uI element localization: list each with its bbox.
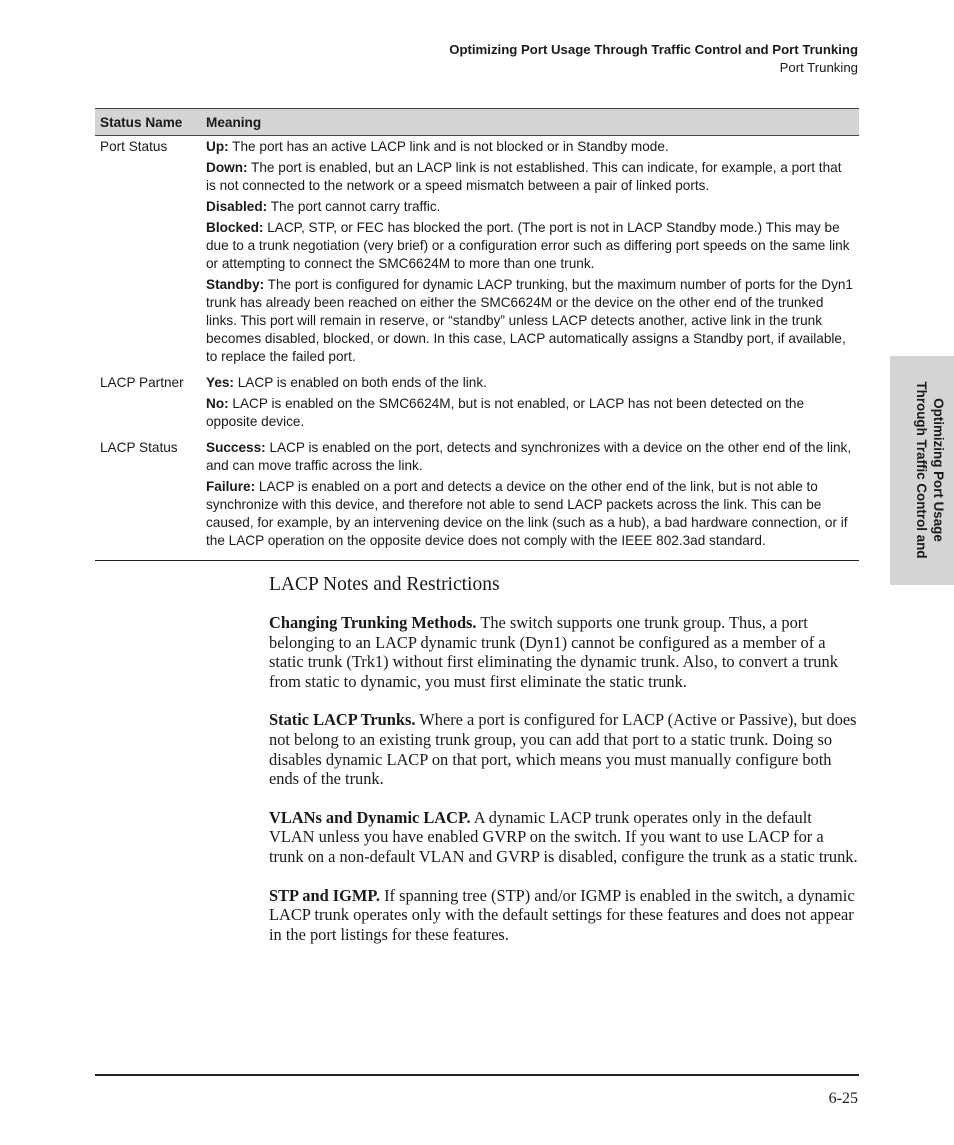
chapter-thumb-tab	[890, 356, 954, 585]
meaning-term: No:	[206, 396, 229, 411]
note-lead: Changing Trunking Methods.	[269, 613, 477, 632]
status-name-cell: LACP Partner	[100, 375, 184, 390]
table-row-lacp-partner	[95, 372, 859, 437]
note-lead: VLANs and Dynamic LACP.	[269, 807, 471, 827]
meaning-cell	[201, 136, 859, 373]
note-paragraph	[269, 886, 859, 945]
meaning-cell	[201, 437, 859, 561]
table-row-lacp-status	[95, 437, 859, 561]
status-name-cell: Port Status	[100, 139, 168, 154]
note-lead: STP and IGMP.	[269, 885, 380, 905]
meaning-term: Blocked:	[206, 220, 264, 235]
meaning-cell	[201, 372, 859, 437]
note-text: A dynamic LACP trunk operates only in the default VLAN unless you have enabled GVRP on the switch. If you want to use LACP for a trunk on a non-default VLAN and GVRP is disabled, configure the trunk as a static trunk.	[269, 807, 858, 866]
running-header	[449, 41, 858, 77]
note-paragraph	[269, 613, 859, 691]
status-name-cell: LACP Status	[95, 437, 201, 561]
page-number: 6-25	[828, 1090, 858, 1107]
chapter-tab-label: Optimizing Port Usage Through Traffic Control and	[914, 381, 946, 559]
meaning-term: Disabled:	[206, 199, 268, 214]
section-title: Port Trunking	[779, 60, 858, 75]
meaning-term: Up:	[206, 139, 229, 154]
column-header-status-name: Status Name	[95, 109, 201, 136]
meaning-entry	[206, 439, 854, 475]
meaning-entry	[206, 198, 854, 216]
note-text: Where a port is configured for LACP (Active or Passive), but does not belong to an existing trunk group, you can add that port to a static trunk. Doing so disables dynamic LACP on that port, which means you must manually configure both ends of the trunk.	[269, 710, 857, 789]
meaning-term: Down:	[206, 160, 248, 175]
meaning-entry	[206, 395, 854, 431]
meaning-text: LACP is enabled on the port, detects and synchronizes with a device on the other end of the link, and can move traffic across the link.	[206, 440, 852, 473]
footer-divider	[95, 1074, 859, 1076]
meaning-text: LACP is enabled on a port and detects a device on the other end of the link, but is not able to synchronize with this device, and therefore not able to send LACP packets across the link. This can be caused, for example, by an intervening device on the link (such as a hub), a bad hardware connection, or if the LACP operation on the opposite device does not comply with the IEEE 802.3ad standard.	[206, 479, 848, 548]
note-text: If spanning tree (STP) and/or IGMP is enabled in the switch, a dynamic LACP trunk operates only with the default settings for these features and does not appear in the port listings for these features.	[269, 885, 855, 944]
meaning-text: LACP, STP, or FEC has blocked the port. (The port is not in LACP Standby mode.) This may be due to a trunk negotiation (very brief) or a configuration error such as differing port speeds on the same link or attempting to connect the SMC6624M to more than one trunk.	[206, 220, 850, 271]
meaning-term: Failure:	[206, 479, 256, 494]
meaning-text: The port is enabled, but an LACP link is not established. This can indicate, for example, a port that is not connected to the network or a speed mismatch between a pair of linked ports.	[206, 160, 842, 193]
chapter-title: Optimizing Port Usage Through Traffic Control and Port Trunking	[449, 42, 858, 57]
table-header-row	[95, 109, 859, 136]
meaning-text: The port has an active LACP link and is not blocked or in Standby mode.	[228, 139, 669, 154]
meaning-entry	[206, 478, 854, 550]
table-row-port-status	[95, 136, 859, 373]
meaning-entry	[206, 374, 854, 392]
meaning-term: Success:	[206, 440, 266, 455]
meaning-term: Standby:	[206, 277, 265, 292]
meaning-text: The port cannot carry traffic.	[267, 199, 441, 214]
lacp-notes-section	[269, 574, 859, 963]
note-paragraph	[269, 710, 859, 788]
column-header-meaning: Meaning	[201, 109, 859, 136]
meaning-term: Yes:	[206, 375, 234, 390]
note-paragraph	[269, 808, 859, 867]
note-text: The switch supports one trunk group. Thus, a port belonging to an LACP dynamic trunk (Dyn1) cannot be configured as a member of a static trunk (Trk1) without first eliminating the dynamic trunk. Also, to convert a trunk from static to dynamic, you must first eliminate the static trunk.	[269, 613, 838, 691]
meaning-entry	[206, 219, 854, 273]
meaning-entry	[206, 276, 854, 366]
section-heading: LACP Notes and Restrictions	[269, 574, 500, 595]
meaning-entry	[206, 138, 854, 156]
meaning-text: The port is configured for dynamic LACP trunking, but the maximum number of ports for the Dyn1 trunk has already been reached on either the SMC6624M or the device on the other end of the trunked links. This port will remain in reserve, or “standby” unless LACP detects another, active link in the trunk becomes disabled, blocked, or down. In this case, LACP automatically assigns a Standby port, if available, to replace the failed port.	[206, 277, 853, 364]
lacp-status-table	[95, 108, 859, 561]
meaning-text: LACP is enabled on the SMC6624M, but is not enabled, or LACP has not been detected on the opposite device.	[206, 396, 805, 429]
meaning-entry	[206, 159, 854, 195]
meaning-text: LACP is enabled on both ends of the link.	[233, 375, 487, 390]
note-lead: Static LACP Trunks.	[269, 710, 416, 730]
